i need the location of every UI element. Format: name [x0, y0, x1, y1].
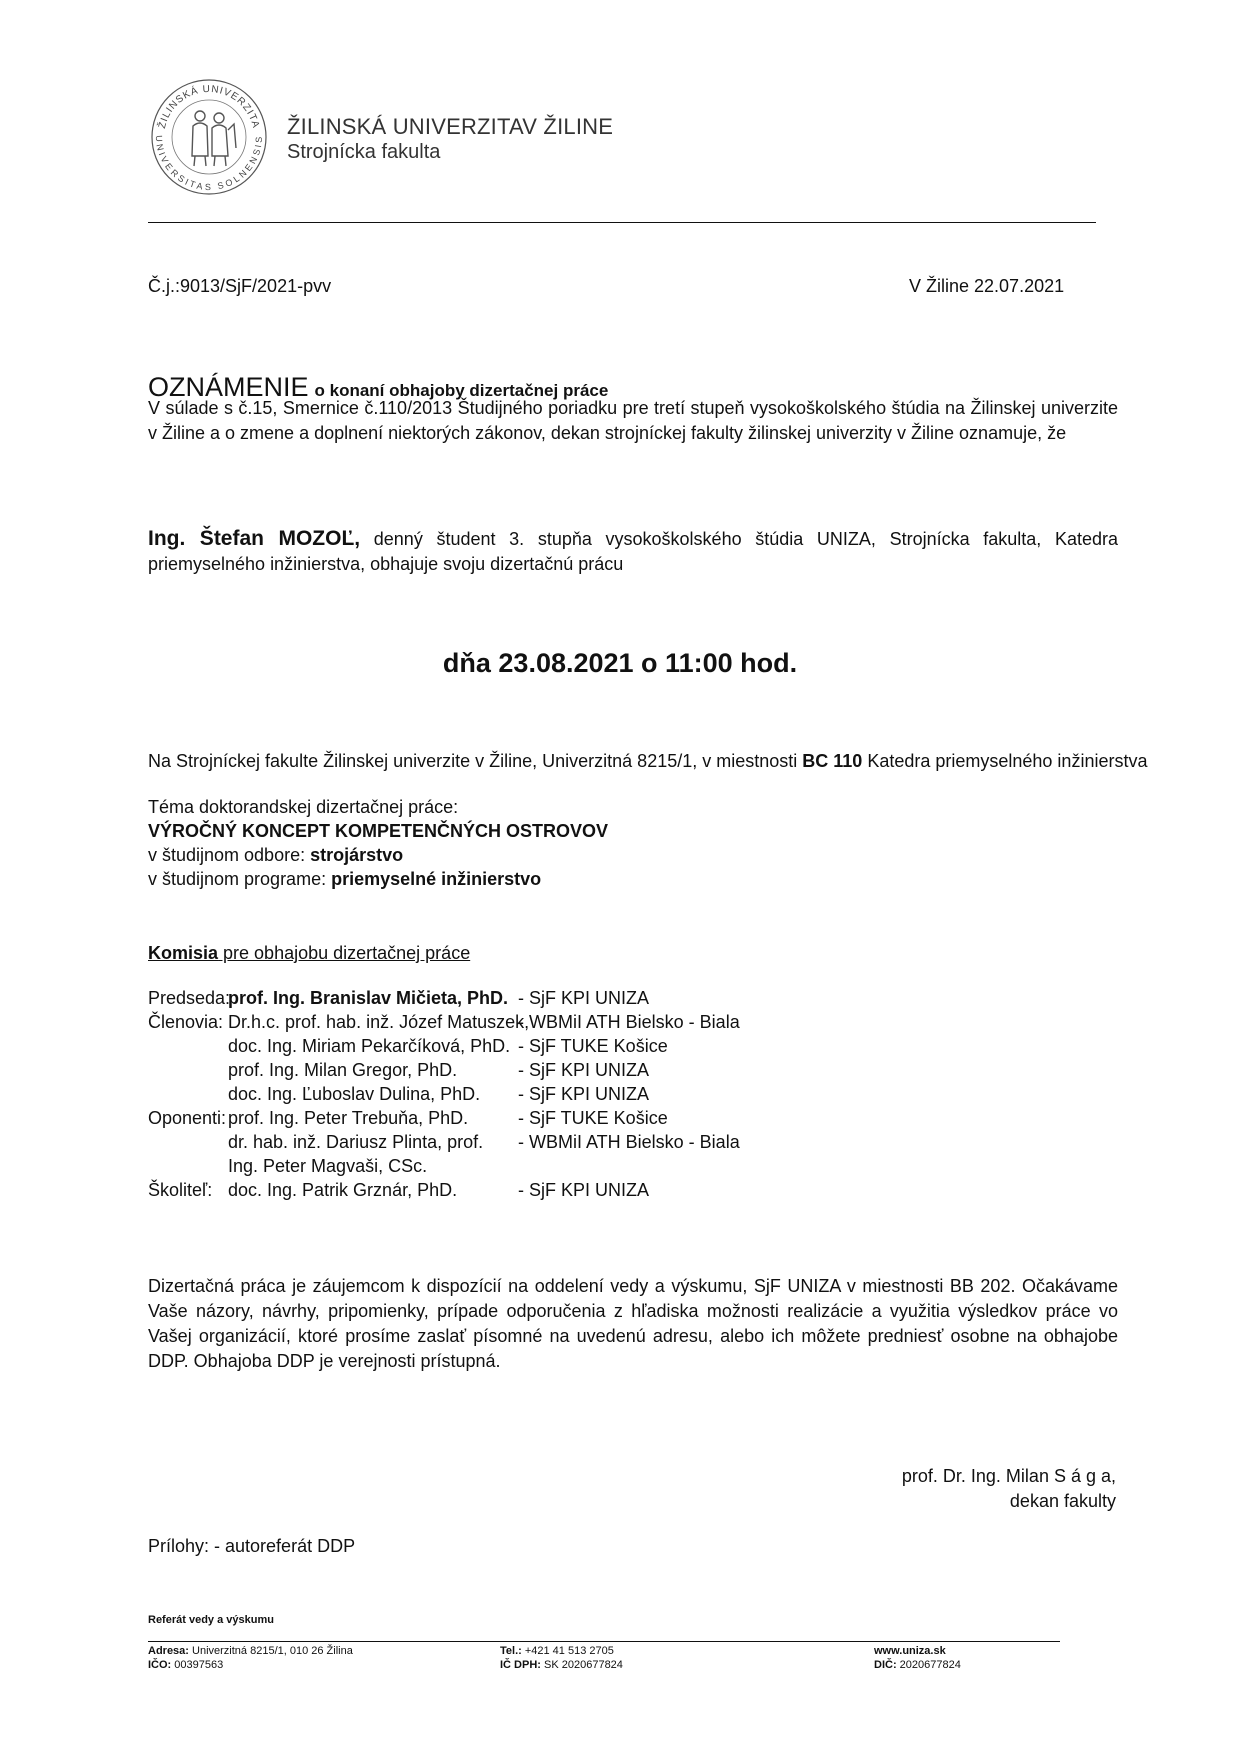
study-field-value: strojárstvo — [310, 845, 404, 865]
seal-text-top: ŽILINSKÁ UNIVERZITA — [156, 83, 262, 130]
footer-dic-label: DIČ: — [874, 1659, 897, 1671]
committee-heading — [148, 943, 470, 964]
student-details: denný študent 3. stupňa vysokoškolského štúdia UNIZA, Strojnícka fakulta, Katedra priemyselného inžinierstva, obhajuje svoju dizertačnú prácu — [148, 529, 1118, 574]
closing-paragraph: Dizertačná práca je záujemcom k dispozícií na oddelení vedy a výskumu, SjF UNIZA v miestnosti BB 202. Očakávame Vaše názory, návrhy, pripomienky, prípade odporučenia z hľadiska možnosti realizácie a využitia výsledkov práce vo Vašej organizácií, ktoré prosíme zaslať písomné na uvedenú adresu, alebo ich môžete predniesť osobne na obhajobe DDP. Obhajoba DDP je verejnosti prístupná. — [148, 1276, 1118, 1371]
topic-block — [148, 795, 608, 891]
study-field-label: v študijnom odbore: — [148, 845, 311, 865]
seal-icon — [150, 78, 268, 196]
university-seal-logo — [150, 78, 268, 196]
footer-tel-label: Tel.: — [500, 1645, 522, 1657]
title-main: OZNÁMENIE — [148, 372, 309, 402]
student-paragraph — [148, 526, 1118, 577]
faculty-name: Strojnícka fakulta — [287, 141, 441, 163]
committee-member-affiliation: - SjF KPI UNIZA — [518, 988, 650, 1008]
footer-department: Referát vedy a výskumu — [148, 1614, 274, 1626]
svg-text:ŽILINSKÁ UNIVERZITA — [155, 83, 261, 129]
reference-number: Č.j.:9013/SjF/2021-pvv — [148, 276, 332, 296]
committee-member-name: doc. Ing. Patrik Grznár, PhD. — [228, 1180, 458, 1200]
footer-icdph-label: IČ DPH: — [500, 1659, 541, 1671]
signatory-title: dekan fakulty — [1009, 1491, 1116, 1511]
footer-address-block — [148, 1644, 353, 1672]
committee-member-affiliation: - WBMiI ATH Bielsko - Biala — [518, 1132, 740, 1152]
footer-divider — [148, 1641, 1060, 1642]
footer-dic: 2020677824 — [896, 1659, 961, 1671]
intro-paragraph: V súlade s č.15, Smernice č.110/2013 Študijného poriadku pre tretí stupeň vysokoškolského štúdia na Žilinskej univerzite v Žiline a o zmene a doplnení niektorých zákonov, dekan strojníckej fakulty žilinskej univerzity v Žiline oznamuje, že — [148, 398, 1118, 443]
topic-title: VÝROČNÝ KONCEPT KOMPETENČNÝCH OSTROVOV — [148, 821, 609, 841]
committee-role: Členovia: — [148, 1012, 224, 1032]
committee-member-name: Dr.h.c. prof. hab. inž. Józef Matuszek, — [228, 1012, 530, 1032]
committee-member-name: doc. Ing. Ľuboslav Dulina, PhD. — [228, 1084, 481, 1104]
committee-heading-rest: pre obhajobu dizertačnej práce — [218, 943, 471, 963]
signature-block — [902, 1464, 1116, 1514]
committee-member-name: prof. Ing. Branislav Mičieta, PhD. — [228, 988, 509, 1008]
committee-member-affiliation: - SjF KPI UNIZA — [518, 1180, 650, 1200]
committee-role: Školiteľ: — [148, 1180, 213, 1200]
header-divider — [148, 222, 1096, 223]
study-program-label: v študijnom programe: — [148, 869, 332, 889]
venue-department: Katedra priemyselného inžinierstva — [862, 751, 1148, 771]
study-program — [148, 867, 608, 891]
committee-member-name: prof. Ing. Peter Trebuňa, PhD. — [228, 1108, 469, 1128]
committee-member-name: prof. Ing. Milan Gregor, PhD. — [228, 1060, 458, 1080]
committee-heading-bold: Komisia — [148, 943, 219, 963]
footer-icdph: SK 2020677824 — [540, 1659, 623, 1671]
committee-member-affiliation: - SjF KPI UNIZA — [518, 1084, 650, 1104]
committee-member-affiliation: - WBMiI ATH Bielsko - Biala — [518, 1012, 740, 1032]
committee-member-affiliation: - SjF KPI UNIZA — [518, 1060, 650, 1080]
venue-line — [148, 751, 1147, 772]
signatory-name: prof. Dr. Ing. Milan S á g a, — [901, 1466, 1116, 1486]
committee-member-name: dr. hab. inž. Dariusz Plinta, prof. — [228, 1132, 484, 1152]
committee-member-affiliation: - SjF TUKE Košice — [518, 1108, 668, 1128]
university-name: ŽILINSKÁ UNIVERZITAV ŽILINE — [287, 114, 614, 139]
committee-role: Predseda: — [148, 988, 231, 1008]
footer-phone-block — [500, 1644, 623, 1672]
footer-ico-label: IČO: — [148, 1659, 172, 1671]
venue-room: BC 110 — [802, 751, 863, 771]
title-sub: o konaní obhajoby dizertačnej práce — [314, 381, 609, 400]
footer-web-block — [874, 1644, 961, 1672]
footer-address: Univerzitná 8215/1, 010 26 Žilina — [188, 1645, 353, 1657]
study-field — [148, 843, 608, 867]
footer-tel: +421 41 513 2705 — [521, 1645, 614, 1657]
committee-member-name: Ing. Peter Magvaši, CSc. — [228, 1156, 428, 1176]
place-date: V Žiline 22.07.2021 — [909, 276, 1065, 296]
defense-date: dňa 23.08.2021 o 11:00 hod. — [442, 648, 798, 678]
student-name: Ing. Štefan MOZOĽ, — [148, 527, 361, 550]
footer-ico: 00397563 — [171, 1659, 224, 1671]
venue-text: Na Strojníckej fakulte Žilinskej univerzite v Žiline, Univerzitná 8215/1, v miestnosti — [148, 751, 803, 771]
svg-text:UNIVERSITAS SOLNENSIS — [154, 135, 264, 192]
footer-address-label: Adresa: — [148, 1645, 189, 1657]
study-program-value: priemyselné inžinierstvo — [331, 869, 542, 889]
attachments-line: Prílohy: - autoreferát DDP — [148, 1536, 356, 1556]
committee-member-name: doc. Ing. Miriam Pekarčíková, PhD. — [228, 1036, 511, 1056]
committee-member-affiliation: - SjF TUKE Košice — [518, 1036, 668, 1056]
committee-role: Oponenti: — [148, 1108, 227, 1128]
footer-web-link[interactable]: www.uniza.sk — [874, 1645, 946, 1657]
topic-label: Téma doktorandskej dizertačnej práce: — [148, 797, 459, 817]
seal-text-bottom: UNIVERSITAS SOLNENSIS — [153, 134, 265, 193]
